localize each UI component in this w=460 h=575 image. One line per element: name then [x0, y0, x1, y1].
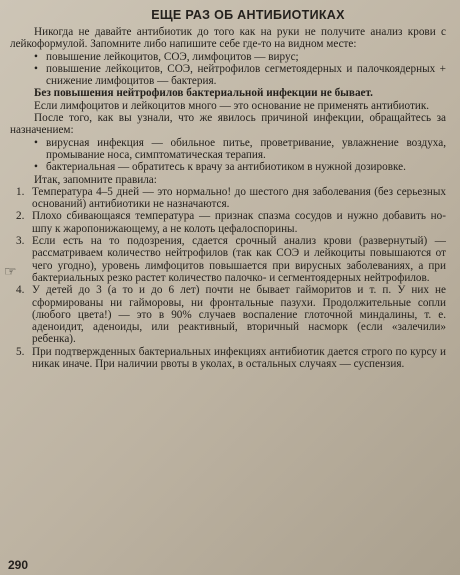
rule-text: Температура 4–5 дней — это нормально! до шестого дня заболевания (без серьезных оснований) антибиотики не назначаются.	[32, 185, 446, 211]
rule-number: 4.	[16, 284, 25, 297]
intro-paragraph: Никогда не давайте антибиотик до того как на руки не получите анализ крови с лейкоформулой. Запомните либо напишите себе где-то на видном месте:	[10, 26, 446, 51]
rule-number: 3.	[16, 235, 25, 248]
rule-text: У детей до 3 (а то и до 6 лет) почти не бывает гайморитов и т. п. У них не сформированы ни гайморовы, ни фронтальные пазухи. Продолжительные сопли (любого цвета!) — это в 90% случаев воспаление глоточной миндалины, т. е. аденоидит, аденоиды, или реактивный, вторичный насморк (если «залечили» ребенка).	[32, 284, 446, 346]
rule-number: 5.	[16, 345, 25, 358]
bold-statement: Без повышения нейтрофилов бактериальной инфекции не бывает.	[34, 87, 373, 100]
list-item: • повышение лейкоцитов, СОЭ, лимфоцитов — вирус;	[34, 51, 446, 63]
bullet-list-treatment	[10, 137, 446, 174]
list-item: • бактериальная — обратитесь к врачу за антибиотиком в нужной дозировке.	[34, 161, 446, 173]
hand-pointer-icon: ☞	[4, 265, 17, 280]
rule-item	[10, 210, 446, 235]
rule-text: Плохо сбивающаяся температура — признак спазма сосудов и нужно добавить но-шпу к жаропонижающему, а не колоть цефалоспорины.	[32, 210, 446, 235]
rule-item	[10, 284, 446, 345]
rules-list	[10, 186, 446, 370]
rule-number: 1.	[16, 185, 25, 198]
page-title: ЕЩЕ РАЗ ОБ АНТИБИОТИКАХ	[151, 8, 345, 22]
list-item: • повышение лейкоцитов, СОЭ, нейтрофилов сегметоядерных и палочкоядерных + снижение лимфоцитов — бактерия.	[34, 63, 446, 88]
rules-intro: Итак, запомните правила:	[34, 173, 157, 186]
list-item: • вирусная инфекция — обильное питье, проветривание, увлажнение воздуха, промывание носа, симптоматическая терапия.	[34, 137, 446, 162]
bullet-list-diagnosis	[10, 51, 446, 88]
rule-number: 2.	[16, 210, 25, 223]
paragraph-lymphocytes: Если лимфоцитов и лейкоцитов много — это основание не применять антибиотик.	[34, 99, 430, 112]
rule-item	[10, 186, 446, 211]
rule-item	[10, 346, 446, 371]
rule-item	[10, 235, 446, 284]
rule-text: При подтвержденных бактериальных инфекциях антибиотик дается строго по курсу и никак иначе. При наличии рвоты в уколах, в остальных случаях — суспензия.	[32, 345, 446, 371]
page-number: 290	[8, 558, 29, 572]
rule-text: Если есть на то подозрения, сдается срочный анализ крови (развернутый) — рассматриваем количество нейтрофилов (так как СОЭ и лейкоциты повышаются от чего угодно), уровень лимфоцитов повышается при вирусных заболеваниях, а при бактериальных резко растет количество палочко- и сегментоядерных нейтрофилов.	[32, 235, 446, 284]
paragraph-after-diagnosis: После того, как вы узнали, что же явилось причиной инфекции, обращайтесь за назначением:	[10, 112, 446, 137]
